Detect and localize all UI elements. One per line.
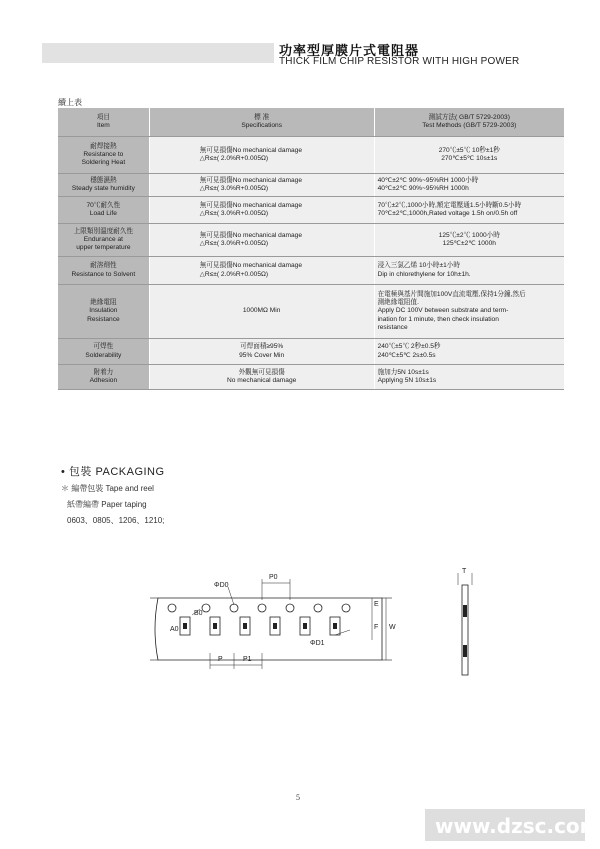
pocket-mark [243,623,247,629]
cell-line: 絶緣電阻 [90,299,117,307]
cell-line: △R≤±( 3.0%R+0.005Ω) [199,185,269,192]
label-a0: A0 [170,626,179,633]
sprocket-hole [314,604,322,612]
sprocket-hole [286,604,294,612]
row-spec [149,339,374,365]
cell-line: △R≤±( 2.0%R+0.005Ω) [199,155,269,162]
label-t: T [462,568,467,575]
row-test [374,137,564,174]
cell-line: resistance [377,323,408,331]
label-f: F [374,624,379,631]
pocket-mark [333,623,337,629]
cell-line: 270℃±5℃ 10s±1s [441,155,498,162]
cell-line: No mechanical damage [227,377,297,384]
cell-line: Soldering Heat [81,159,126,167]
row-spec [149,137,374,174]
sprocket-hole [230,604,238,612]
cell-line: 無可見損傷No mechanical damage [199,231,302,239]
cell-line: 70℃耐久性 [86,201,121,209]
spec-table [58,108,564,390]
row-spec [149,174,374,197]
cell-line: 在電極與基片間施加100V直流電壓,保持1分鐘,然后 [377,290,526,298]
label-d0: ΦD0 [214,582,229,589]
cell-line: 240℃±5℃ 2秒±0.5秒 [377,343,441,351]
cell-line: 測絶緣電阻值. [377,299,419,307]
side-view [462,585,468,675]
header-item: 項目 Item [58,108,149,137]
header-test: 測試方法( GB/T 5729-2003) Test Methods (GB/T 5729-2003) [374,108,564,137]
row-test [374,285,564,339]
cell-line: △R≤±( 2.0%R+0.005Ω) [199,270,269,278]
row-spec [149,285,374,339]
cell-line: Endurance at [83,235,123,243]
row-spec [149,197,374,224]
cell-line: upper temperature [76,244,131,252]
packaging-line-3: 0603、0805、1206、1210; [67,516,165,525]
label-d1: ΦD1 [310,640,325,647]
cell-line: Apply DC 100V between substrate and term- [377,307,509,315]
row-item [58,257,149,285]
cell-line: 40℃±2℃ 90%~95%RH 1000h [377,185,469,192]
cell-line: 浸入三氯乙烯 10小時±1小時 [377,262,460,270]
cell-line: 125℃±2℃ 1000小時 [438,231,500,239]
cell-line: 附着力 [93,368,114,376]
cell-line: 無可見損傷No mechanical damage [199,201,302,209]
cell-line: 95% Cover Min [239,351,285,359]
row-item [58,285,149,339]
cell-line: Load Life [89,210,117,217]
label-p: P [218,656,223,663]
sprocket-hole [202,604,210,612]
cell-line: 上限類別溫度耐久性 [73,227,134,235]
cell-line: 70℃±2℃,1000h,Rated voltage 1.5h on/0.5h off [377,210,518,217]
table-header-row [58,108,564,137]
row-item [58,197,149,224]
cell-line: Solderability [85,351,122,359]
cell-line: 穩態濕熱 [90,176,117,184]
table-row [58,137,564,174]
header-spec: 標 准 Specifications [149,108,374,137]
watermark: www.dzsc.com [435,814,600,838]
row-item [58,174,149,197]
row-spec [149,365,374,390]
cell-line: △R≤±( 3.0%R+0.005Ω) [199,240,269,247]
cell-line: 可焊面積≥95% [240,343,284,351]
sprocket-hole [258,604,266,612]
cell-line: 無可見損傷No mechanical damage [199,262,302,270]
cell-line: Adhesion [89,377,118,384]
cell-line: △R≤±( 3.0%R+0.005Ω) [199,210,269,217]
packaging-line-2: 紙帶編帶 Paper taping [67,500,147,509]
cell-line: 40℃±2℃ 90%~95%RH 1000小時 [377,176,479,184]
cell-line: 施加力5N 10s±1s [377,368,429,376]
row-spec [149,224,374,257]
cell-line: 可焊性 [93,343,114,351]
cell-line: Applying 5N 10s±1s [377,377,437,384]
table-row [58,197,564,224]
packaging-title: • 包裝 PACKAGING [61,466,165,478]
cell-line: 外觀無可見損傷 [238,368,285,376]
tape-diagram [150,565,490,685]
cell-line: Resistance to [83,150,124,158]
cell-line: Resistance to Solvent [71,270,136,278]
row-test [374,224,564,257]
packaging-line-1: ＊ 編帶包裝 Tape and reel [61,484,154,493]
cell-line: 125℃±2℃ 1000h [442,240,496,247]
cell-line: ination for 1 minute, then check insulation [377,315,499,323]
cell-line: 耐焊接熱 [90,142,117,150]
table-row [58,257,564,285]
label-p1: P1 [243,656,252,663]
continued-label: 續上表 [58,98,82,107]
cell-line: 240℃±5℃ 2s±0.5s [377,351,436,359]
cell-line: Dip in chlorethylene for 10h±1h. [377,270,471,278]
label-p0: P0 [269,574,278,581]
label-b0: B0 [194,610,203,617]
label-e: E [374,601,379,608]
title-cn: 功率型厚膜片式電阻器 [279,43,420,58]
pocket-mark [303,623,307,629]
table-row [58,174,564,197]
row-item [58,137,149,174]
cell-line: 耐溶劑性 [90,262,117,270]
row-test [374,365,564,390]
row-item [58,339,149,365]
title-en: THICK FILM CHIP RESISTOR WITH HIGH POWER [279,56,520,67]
row-spec [149,257,374,285]
pocket-mark [213,623,217,629]
side-view-mark [463,645,467,657]
cell-line: 無可見損傷No mechanical damage [199,176,302,184]
pocket-mark [273,623,277,629]
side-view-mark [463,605,467,617]
table-row [58,339,564,365]
page-number: 5 [296,793,300,802]
row-test [374,174,564,197]
cell-line: 無可見損傷No mechanical damage [199,146,302,154]
row-item [58,365,149,390]
cell-line: Resistance [87,315,120,323]
sprocket-hole [342,604,350,612]
cell-line: 270℃±5℃ 10秒±1秒 [438,146,500,154]
cell-line: Steady state humidity [71,185,135,192]
row-test [374,257,564,285]
row-test [374,339,564,365]
row-test [374,197,564,224]
cell-line: Insulation [89,307,118,315]
label-w: W [389,624,396,631]
cell-line: 70℃±2℃,1000小時,額定電壓通1.5小時斷0.5小時 [377,201,522,209]
table-row [58,285,564,339]
table-row [58,224,564,257]
pocket-mark [183,623,187,629]
cell-line: 1000MΩ Min [242,307,281,315]
table-row [58,365,564,390]
sprocket-hole [168,604,176,612]
header-bar [42,43,274,63]
row-item [58,224,149,257]
